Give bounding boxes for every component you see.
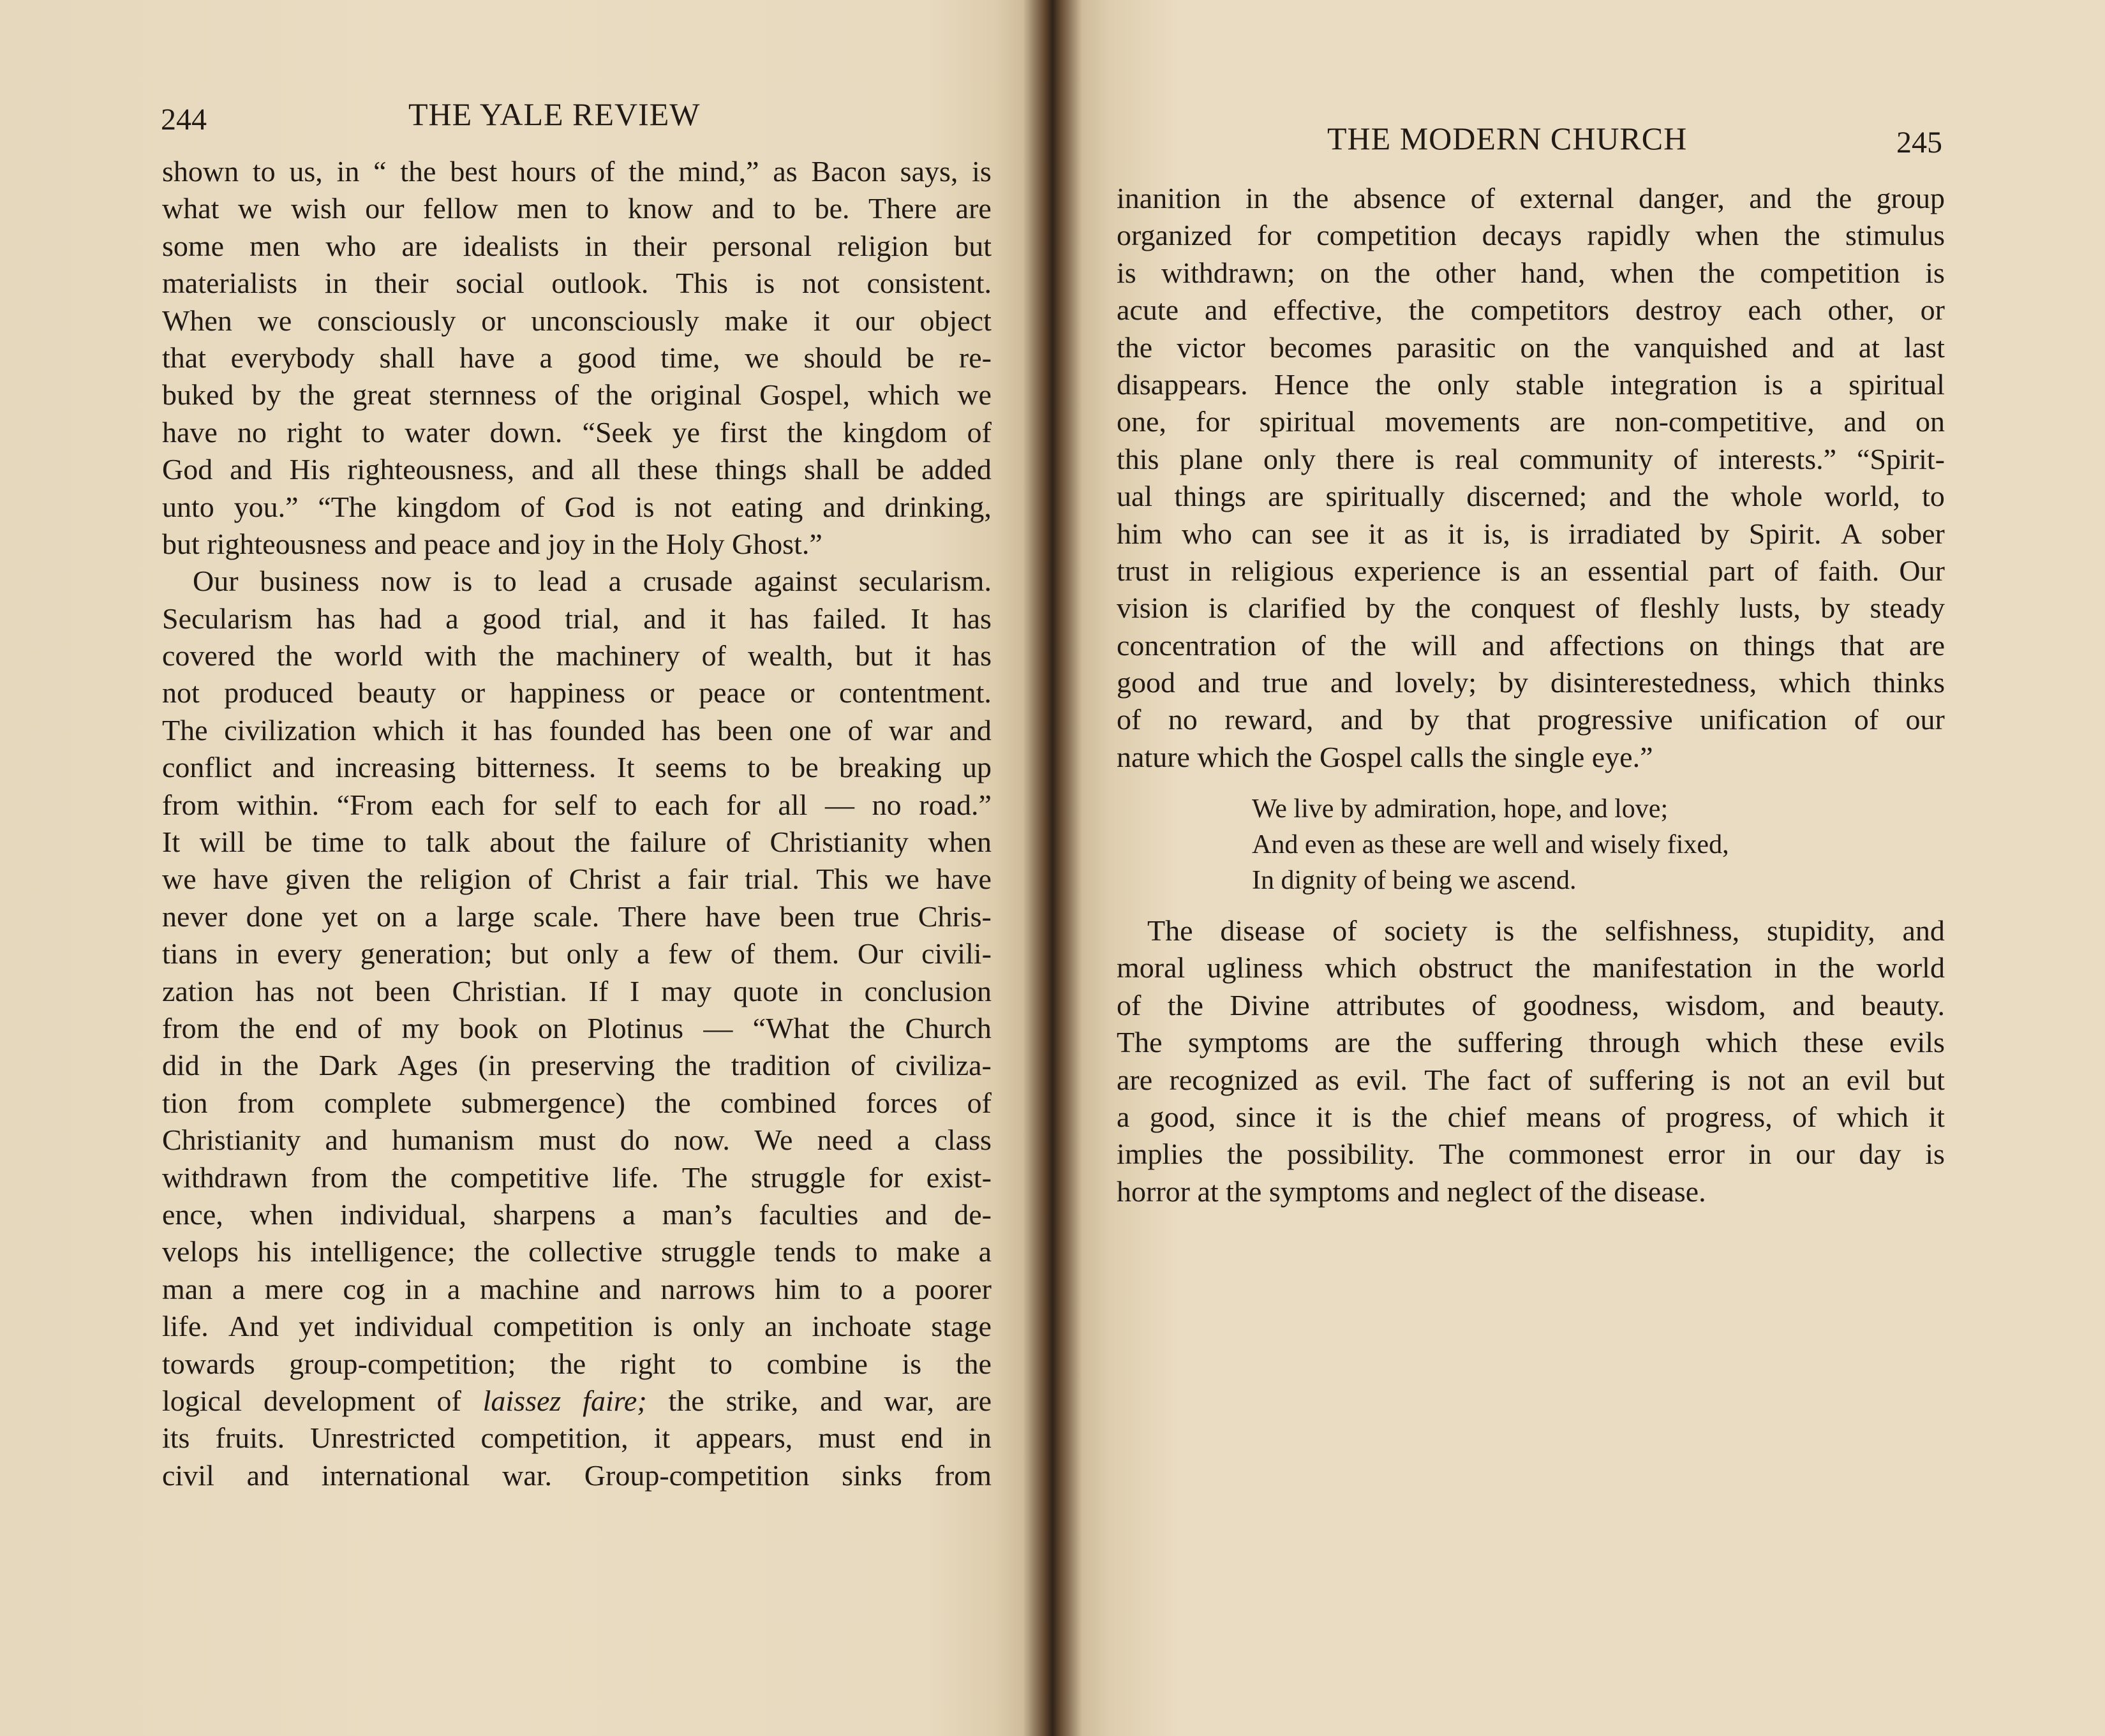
text-line: but righteousness and peace and joy in the Holy Ghost.” xyxy=(162,527,822,560)
text-line: from within. “From each for self to each for all — no road.” xyxy=(162,788,992,821)
text-line: vision is clarified by the conquest of fleshly lusts, by steady xyxy=(1117,591,1945,625)
text-line: buked by the great sternness of the original Gospel, which we xyxy=(162,378,992,412)
left-page xyxy=(0,0,1046,1736)
text-line: nature which the Gospel calls the single eye.” xyxy=(1117,740,1653,773)
text-line: acute and effective, the competitors destroy each other, or xyxy=(1117,293,1945,327)
left-page-number: 244 xyxy=(161,103,207,137)
text-line: towards group-competition; the right to combine is the xyxy=(162,1347,992,1380)
left-running-head: THE YALE REVIEW xyxy=(408,96,701,132)
right-closing-text xyxy=(1117,912,1945,1210)
text-line: did in the Dark Ages (in preserving the tradition of civiliza- xyxy=(162,1049,992,1082)
poem-line: And even as these are well and wisely fixed, xyxy=(1252,830,1729,859)
text-line: God and His righteousness, and all these things shall be added xyxy=(162,453,992,486)
text-line: that everybody shall have a good time, we should be re- xyxy=(162,341,992,374)
text-line: Christianity and humanism must do now. We need a class xyxy=(162,1124,992,1157)
text-line: never done yet on a large scale. There have been true Chris- xyxy=(162,900,992,933)
text-line: a good, since it is the chief means of progress, of which it xyxy=(1117,1100,1945,1133)
text-line: zation has not been Christian. If I may quote in conclusion xyxy=(162,974,992,1007)
text-line: It will be time to talk about the failure of Christianity when xyxy=(162,826,992,859)
text-line: not produced beauty or happiness or peace or contentment. xyxy=(162,676,992,709)
text-line: its fruits. Unrestricted competition, it appears, must end in xyxy=(162,1421,992,1455)
text-line: inanition in the absence of external danger, and the group xyxy=(1117,182,1945,214)
text-line: life. And yet individual competition is only an inchoate stage xyxy=(162,1310,992,1343)
text-line: Our business now is to lead a crusade against secularism. xyxy=(193,565,992,598)
right-page xyxy=(1059,0,2105,1736)
text-line: some men who are idealists in their personal religion but xyxy=(162,229,992,262)
right-page-number: 245 xyxy=(1896,126,1942,160)
text-line: we have given the religion of Christ a fair trial. This we have xyxy=(162,863,992,896)
text-line: moral ugliness which obstruct the manifestation in the world xyxy=(1117,951,1945,984)
text-line: tians in every generation; but only a few of them. Our civili- xyxy=(162,937,992,970)
text-line: implies the possibility. The commonest error in our day is xyxy=(1117,1138,1945,1171)
text-line: horror at the symptoms and neglect of the disease. xyxy=(1117,1175,1706,1208)
text-line: one, for spiritual movements are non-competitive, and on xyxy=(1117,405,1945,438)
poem-quote xyxy=(1252,791,1729,898)
text-line: what we wish our fellow men to know and to be. There are xyxy=(162,192,992,225)
text-line: The symptoms are the suffering through which these evils xyxy=(1117,1026,1945,1059)
right-body-text xyxy=(1117,180,1945,776)
text-line: concentration of the will and affections on things that are xyxy=(1117,628,1945,662)
text-line: this plane only there is real community of interests.” “Spirit- xyxy=(1117,442,1945,475)
text-line: organized for competition decays rapidly when the stimulus xyxy=(1117,219,1945,252)
text-line: the victor becomes parasitic on the vanquished and at last xyxy=(1117,330,1945,364)
text-line: of the Divine attributes of goodness, wisdom, and beauty. xyxy=(1117,988,1945,1021)
text-line: logical development of laissez faire; the strike, and war, are xyxy=(162,1384,992,1417)
text-line: withdrawn from the competitive life. The struggle for exist- xyxy=(162,1161,992,1194)
text-line: civil and international war. Group-competition sinks from xyxy=(162,1458,992,1492)
text-line: man a mere cog in a machine and narrows him to a poorer xyxy=(162,1272,992,1305)
text-line: are recognized as evil. The fact of suffering is not an evil but xyxy=(1117,1063,1945,1096)
poem-line: In dignity of being we ascend. xyxy=(1252,866,1577,895)
text-line: is withdrawn; on the other hand, when the competition is xyxy=(1117,256,1945,289)
text-line: have no right to water down. “Seek ye first the kingdom of xyxy=(162,415,992,449)
text-line: The civilization which it has founded has been one of war and xyxy=(162,713,992,746)
text-line: When we consciously or unconsciously make it our object xyxy=(162,304,992,337)
right-running-head: THE MODERN CHURCH xyxy=(1327,121,1688,156)
text-line: from the end of my book on Plotinus — “What the Church xyxy=(162,1011,992,1044)
text-line: unto you.” “The kingdom of God is not eating and drinking, xyxy=(162,490,992,523)
text-line: ence, when individual, sharpens a man’s faculties and de- xyxy=(162,1198,992,1231)
text-line: tion from complete submergence) the combined forces of xyxy=(162,1086,992,1119)
text-line: good and true and lovely; by disinterestedness, which thinks xyxy=(1117,666,1945,699)
text-line: trust in religious experience is an essential part of faith. Our xyxy=(1117,554,1945,587)
text-line: of no reward, and by that progressive unification of our xyxy=(1117,703,1945,736)
poem-line: We live by admiration, hope, and love; xyxy=(1252,794,1669,824)
text-line: disappears. Hence the only stable integration is a spiritual xyxy=(1117,367,1945,401)
text-line: Secularism has had a good trial, and it has failed. It has xyxy=(162,602,992,635)
text-line: materialists in their social outlook. This is not consistent. xyxy=(162,267,992,300)
text-line: ual things are spiritually discerned; and the whole world, to xyxy=(1117,480,1945,513)
text-line: The disease of society is the selfishness, stupidity, and xyxy=(1147,914,1945,947)
text-line: covered the world with the machinery of wealth, but it has xyxy=(162,639,992,672)
left-body-text xyxy=(162,153,992,1494)
text-line: conflict and increasing bitterness. It seems to be breaking up xyxy=(162,751,992,784)
text-line: velops his intelligence; the collective struggle tends to make a xyxy=(162,1235,992,1268)
text-line: shown to us, in “ the best hours of the mind,” as Bacon says, is xyxy=(162,155,992,188)
text-line: him who can see it as it is, is irradiated by Spirit. A sober xyxy=(1117,517,1945,550)
